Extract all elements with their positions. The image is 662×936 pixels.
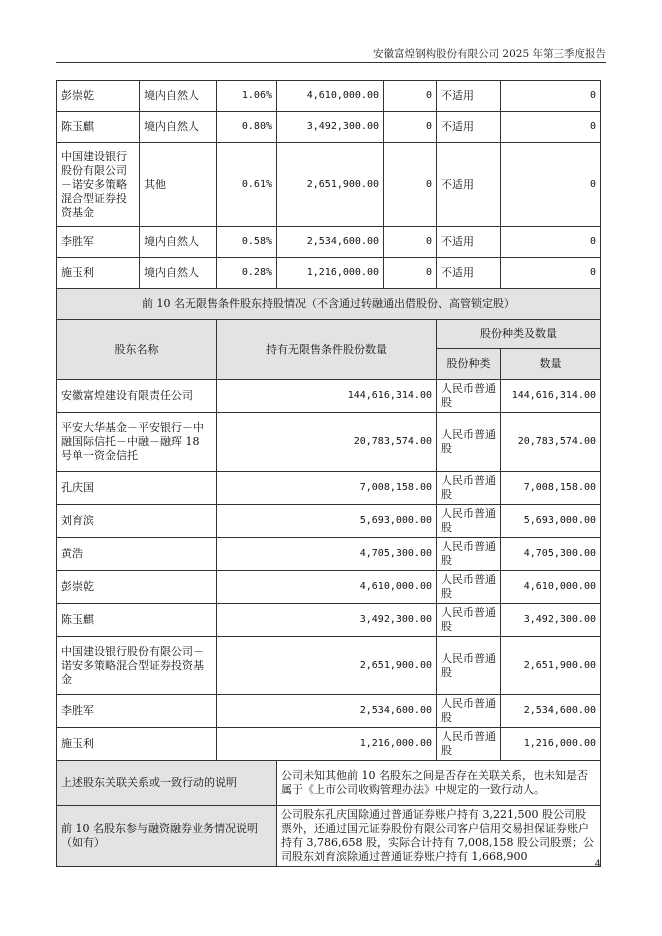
restricted-shares: 0 — [384, 81, 437, 112]
unrestricted-shares: 1,216,000.00 — [217, 728, 437, 761]
holding-shares: 2,534,600.00 — [277, 227, 384, 258]
unrestricted-holder-row — [57, 538, 601, 571]
unrestricted-shares: 4,610,000.00 — [217, 571, 437, 604]
share-type: 人民币普通股 — [437, 538, 501, 571]
holder-name: 施玉利 — [57, 258, 140, 289]
holder-name: 彭崇乾 — [57, 571, 217, 604]
holder-nature: 境内自然人 — [140, 258, 217, 289]
unrestricted-shares: 20,783,574.00 — [217, 413, 437, 472]
pledge-status: 不适用 — [437, 81, 501, 112]
share-type: 人民币普通股 — [437, 728, 501, 761]
note-row — [57, 806, 601, 867]
share-type: 人民币普通股 — [437, 505, 501, 538]
unrestricted-holder-row — [57, 380, 601, 413]
holder-nature: 境内自然人 — [140, 227, 217, 258]
unrestricted-holder-row — [57, 472, 601, 505]
note-label: 上述股东关联关系或一致行动的说明 — [57, 761, 277, 806]
share-quantity: 2,534,600.00 — [501, 695, 601, 728]
unrestricted-holder-row — [57, 571, 601, 604]
holder-name: 李胜军 — [57, 227, 140, 258]
col-header-holder-name: 股东名称 — [57, 320, 217, 380]
holder-name: 彭崇乾 — [57, 81, 140, 112]
note-text: 公司股东孔庆国除通过普通证券账户持有 3,221,500 股公司股票外，还通过国元证券股份有限公司客户信用交易担保证券账户持有 3,786,658 股，实际合计持有 7,008,158 股公司股票；公司股东刘育滨除通过普通证券账户持有 1,668,900 — [277, 806, 601, 867]
restricted-shares: 0 — [384, 227, 437, 258]
top-holder-row — [57, 143, 601, 227]
note-label: 前 10 名股东参与融资融券业务情况说明（如有） — [57, 806, 277, 867]
unrestricted-holder-row — [57, 604, 601, 637]
unrestricted-shares: 3,492,300.00 — [217, 604, 437, 637]
unrestricted-holder-row — [57, 637, 601, 695]
holder-nature: 境内自然人 — [140, 81, 217, 112]
unrestricted-holder-row — [57, 505, 601, 538]
section-title: 前 10 名无限售条件股东持股情况（不含通过转融通出借股份、高管锁定股） — [57, 289, 601, 320]
unrestricted-holder-row — [57, 413, 601, 472]
pledge-status: 不适用 — [437, 258, 501, 289]
holding-shares: 3,492,300.00 — [277, 112, 384, 143]
share-type: 人民币普通股 — [437, 604, 501, 637]
holding-ratio: 0.80% — [217, 112, 277, 143]
unrestricted-shares: 144,616,314.00 — [217, 380, 437, 413]
unrestricted-shares: 2,534,600.00 — [217, 695, 437, 728]
share-type: 人民币普通股 — [437, 413, 501, 472]
holder-name: 陈玉麒 — [57, 604, 217, 637]
share-quantity: 144,616,314.00 — [501, 380, 601, 413]
holder-name: 刘育滨 — [57, 505, 217, 538]
col-header-share-type-group: 股份种类及数量 — [437, 320, 601, 349]
share-type: 人民币普通股 — [437, 571, 501, 604]
restricted-shares: 0 — [384, 112, 437, 143]
note-text: 公司未知其他前 10 名股东之间是否存在关联关系，也未知是否属于《上市公司收购管理办法》中规定的一致行动人。 — [277, 761, 601, 806]
col-header-unrestricted-shares: 持有无限售条件股份数量 — [217, 320, 437, 380]
holder-name: 中国建设银行股份有限公司－诺安多策略混合型证券投资基金 — [57, 143, 140, 227]
share-quantity: 4,610,000.00 — [501, 571, 601, 604]
unrestricted-shares: 5,693,000.00 — [217, 505, 437, 538]
pledge-status: 不适用 — [437, 227, 501, 258]
share-type: 人民币普通股 — [437, 695, 501, 728]
unrestricted-shares: 7,008,158.00 — [217, 472, 437, 505]
unrestricted-holder-row — [57, 695, 601, 728]
share-type: 人民币普通股 — [437, 472, 501, 505]
pledge-count: 0 — [501, 143, 601, 227]
header-divider — [56, 62, 606, 63]
top-holder-row — [57, 112, 601, 143]
share-type: 人民币普通股 — [437, 637, 501, 695]
holder-nature: 其他 — [140, 143, 217, 227]
holding-shares: 1,216,000.00 — [277, 258, 384, 289]
holder-nature: 境内自然人 — [140, 112, 217, 143]
unrestricted-holder-row — [57, 728, 601, 761]
holding-ratio: 1.06% — [217, 81, 277, 112]
pledge-count: 0 — [501, 258, 601, 289]
page-number: 4 — [594, 859, 601, 870]
note-row — [57, 761, 601, 806]
holding-ratio: 0.61% — [217, 143, 277, 227]
holder-name: 平安大华基金－平安银行－中融国际信托－中融－融珲 18 号单一资金信托 — [57, 413, 217, 472]
share-type: 人民币普通股 — [437, 380, 501, 413]
col-header-quantity: 数量 — [501, 349, 601, 380]
holding-shares: 2,651,900.00 — [277, 143, 384, 227]
holder-name: 施玉利 — [57, 728, 217, 761]
pledge-count: 0 — [501, 81, 601, 112]
holding-shares: 4,610,000.00 — [277, 81, 384, 112]
pledge-status: 不适用 — [437, 143, 501, 227]
share-quantity: 20,783,574.00 — [501, 413, 601, 472]
top-holder-row — [57, 227, 601, 258]
restricted-shares: 0 — [384, 143, 437, 227]
share-quantity: 3,492,300.00 — [501, 604, 601, 637]
holder-name: 黄浩 — [57, 538, 217, 571]
holder-name: 安徽富煌建设有限责任公司 — [57, 380, 217, 413]
holder-name: 陈玉麒 — [57, 112, 140, 143]
top-holder-row — [57, 258, 601, 289]
share-quantity: 2,651,900.00 — [501, 637, 601, 695]
share-quantity: 7,008,158.00 — [501, 472, 601, 505]
unrestricted-shares: 4,705,300.00 — [217, 538, 437, 571]
holder-name: 孔庆国 — [57, 472, 217, 505]
holder-name: 中国建设银行股份有限公司－诺安多策略混合型证券投资基金 — [57, 637, 217, 695]
shareholder-table — [56, 80, 601, 867]
unrestricted-shares: 2,651,900.00 — [217, 637, 437, 695]
restricted-shares: 0 — [384, 258, 437, 289]
pledge-status: 不适用 — [437, 112, 501, 143]
top-holder-row — [57, 81, 601, 112]
holder-name: 李胜军 — [57, 695, 217, 728]
holding-ratio: 0.58% — [217, 227, 277, 258]
share-quantity: 1,216,000.00 — [501, 728, 601, 761]
pledge-count: 0 — [501, 227, 601, 258]
holding-ratio: 0.28% — [217, 258, 277, 289]
share-quantity: 5,693,000.00 — [501, 505, 601, 538]
col-header-share-type: 股份种类 — [437, 349, 501, 380]
share-quantity: 4,705,300.00 — [501, 538, 601, 571]
report-header-title: 安徽富煌钢构股份有限公司 2025 年第三季度报告 — [373, 48, 606, 60]
pledge-count: 0 — [501, 112, 601, 143]
